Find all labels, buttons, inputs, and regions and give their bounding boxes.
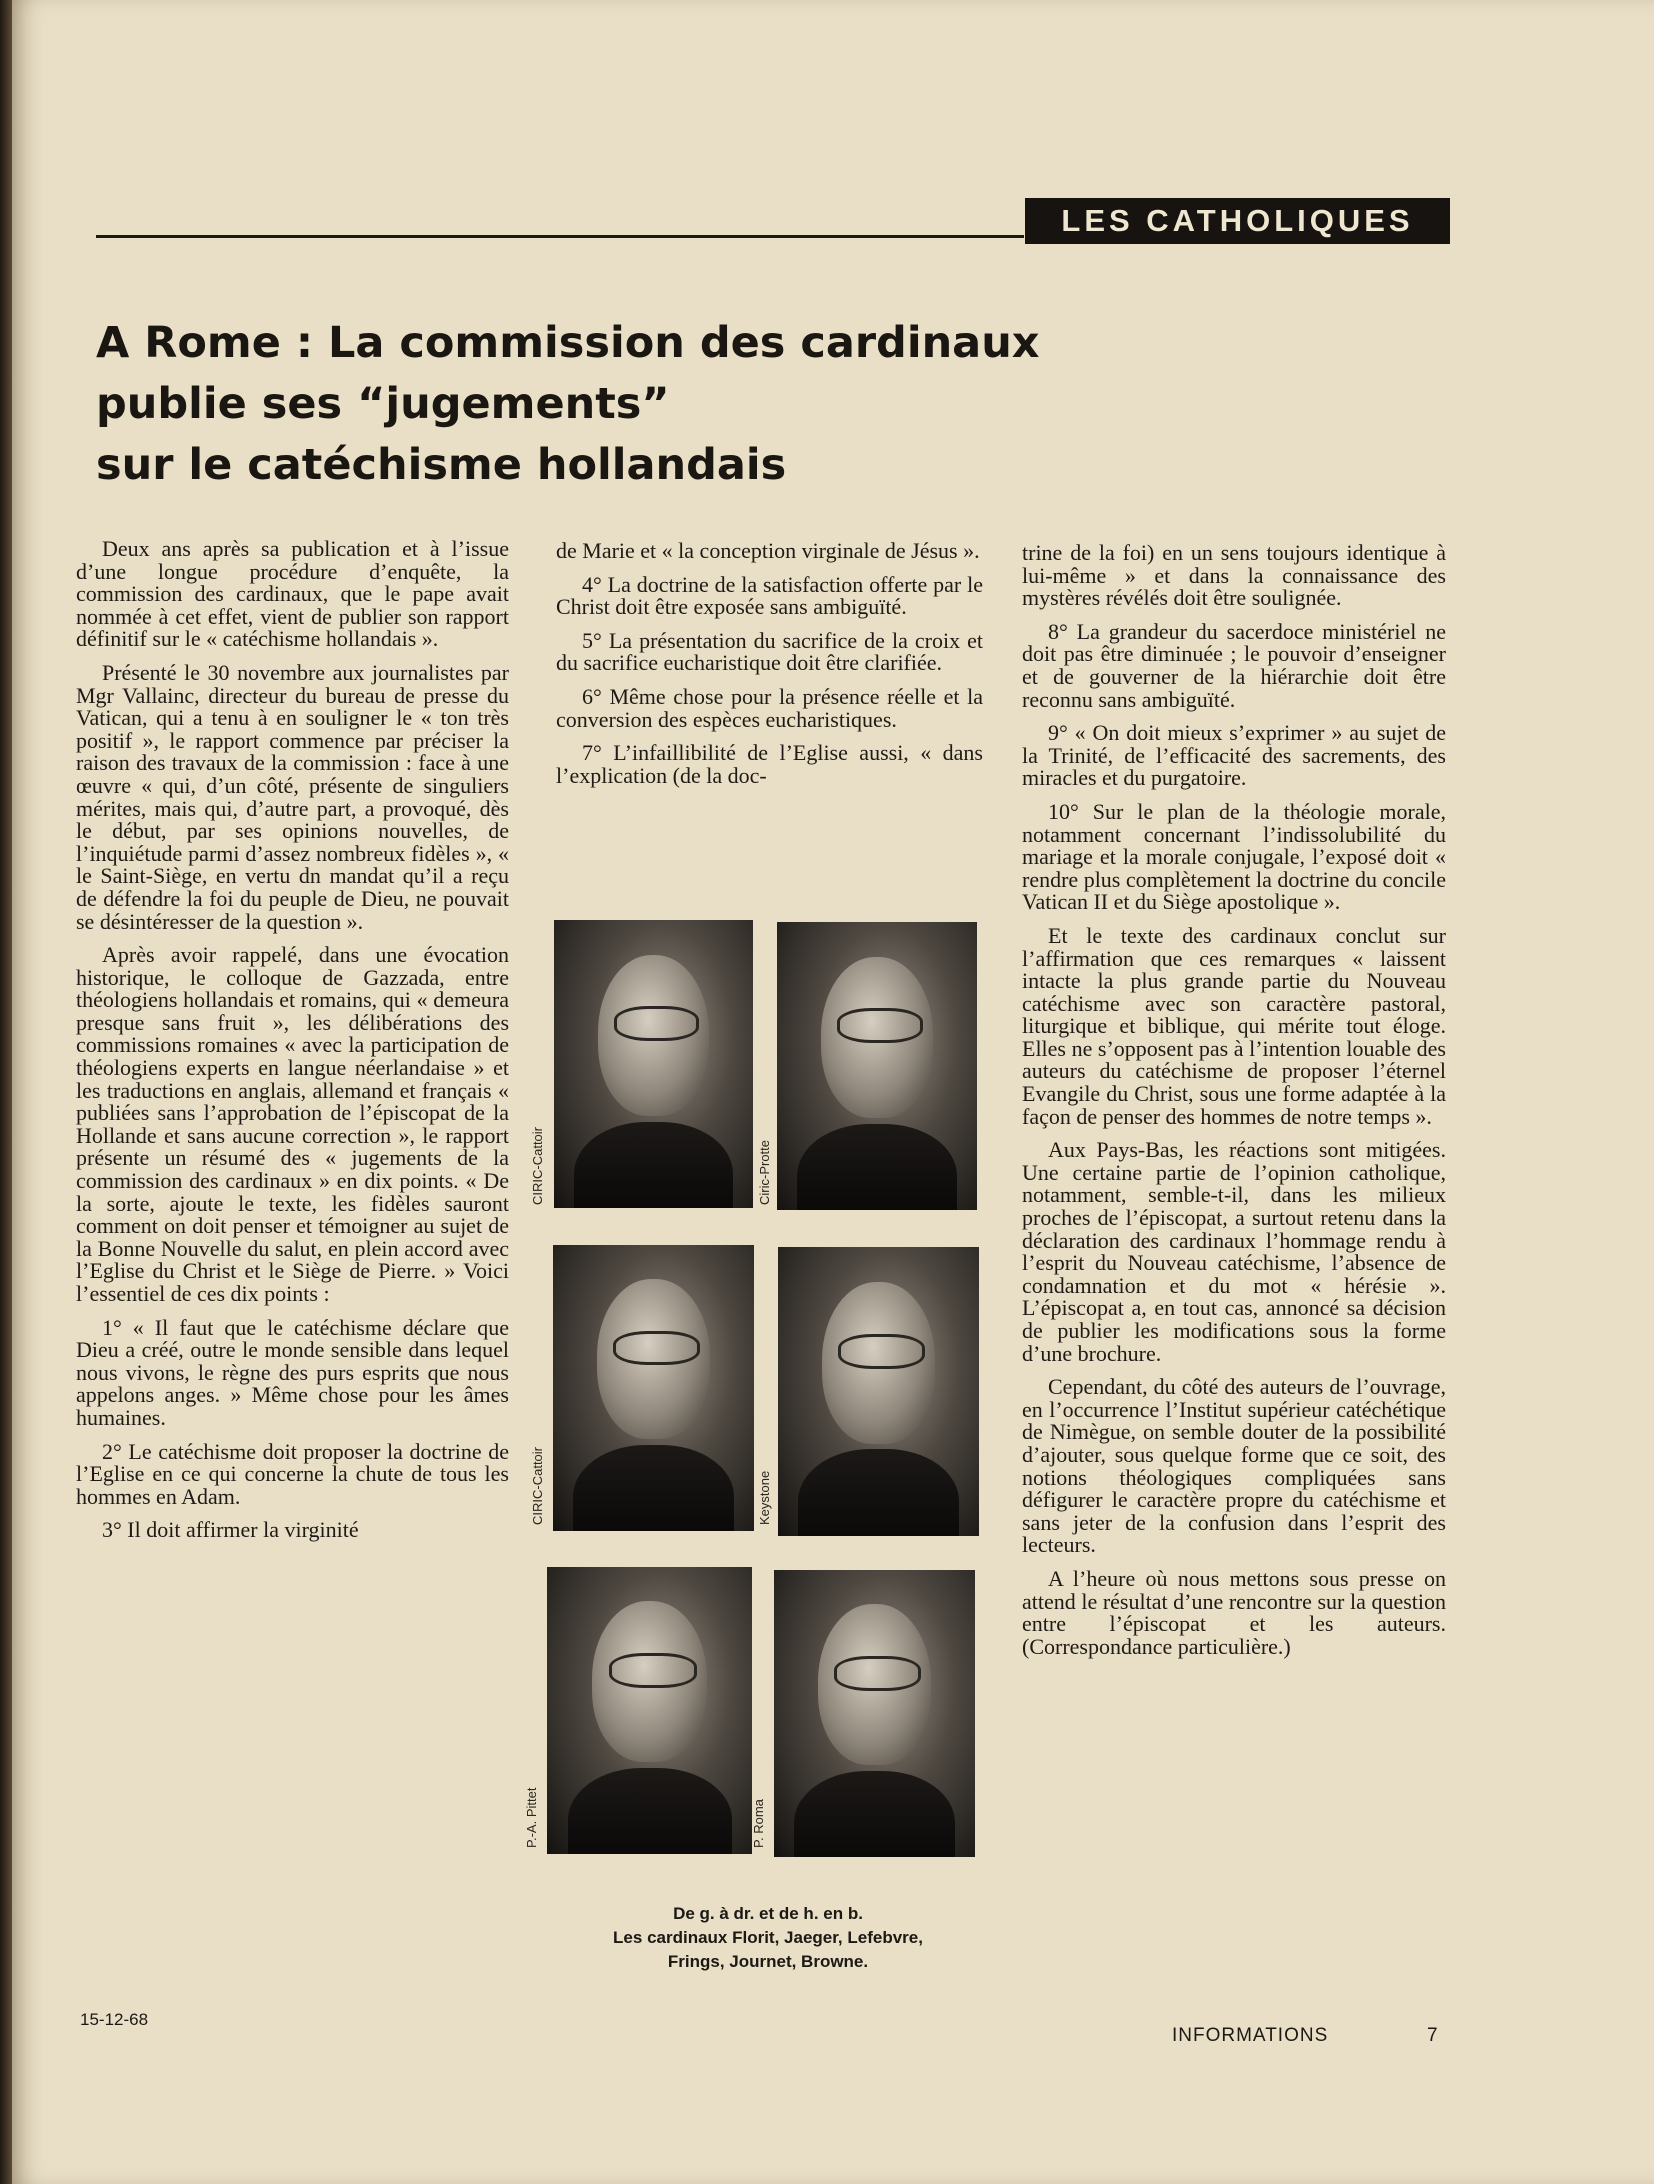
paragraph: 9° « On doit mieux s’exprimer » au sujet de la Trinité, de l’efficacité des sacrements, des miracles et du purgatoire. xyxy=(1022,720,1446,791)
article-column-1 xyxy=(76,538,509,1553)
paragraph: 6° Même chose pour la présence réelle et la conversion des espèces eucharistiques. xyxy=(556,683,983,732)
paragraph: Aux Pays-Bas, les réactions sont mitigées. Une certaine partie de l’opinion catholique, notamment, semble-t-il, dans les milieux proches de l’épiscopat, a surtout retenu dans la déclaration des cardinaux l’hommage rendu à l’esprit du Nouveau catéchisme, l’absence de condamnation et du mot « hérésie ». L’épiscopat a, en tout cas, annoncé sa décision de publier les modifications sous la forme d’une brochure. xyxy=(1022,1137,1446,1366)
paragraph: 8° La grandeur du sacerdoce ministériel ne doit pas être diminuée ; le pouvoir d’enseigner et de gouverner de la hiérarchie doit être reconnu sans ambiguïté. xyxy=(1022,618,1446,712)
paragraph: 7° L’infaillibilité de l’Eglise aussi, « dans l’explication (de la doc- xyxy=(556,740,983,788)
headline-line-3: sur le catéchisme hollandais xyxy=(96,440,787,490)
caption-line-3: Frings, Journet, Browne. xyxy=(667,1952,869,1971)
paragraph: 10° Sur le plan de la théologie morale, notamment concernant l’indissolubilité du mariage et la morale conjugale, l’exposé doit « rendre plus complètement la doctrine du concile Vatican II et du Siège apostolique ». xyxy=(1022,798,1446,915)
paragraph: 4° La doctrine de la satisfaction offerte par le Christ doit être exposée sans ambiguïté. xyxy=(556,571,983,620)
photo-credit: CIRIC-Cattoir xyxy=(530,1126,545,1205)
article-column-2 xyxy=(556,540,983,798)
section-tag: LES CATHOLIQUES xyxy=(1025,198,1450,244)
paragraph: 2° Le catéchisme doit proposer la doctrine de l’Eglise en ce qui concerne la chute de tous les hommes en Adam. xyxy=(76,1438,509,1509)
caption-line-1: De g. à dr. et de h. en b. xyxy=(673,1904,863,1923)
publication-name: INFORMATIONS xyxy=(1172,2025,1329,2046)
photo-credit: CIRIC-Cattoir xyxy=(530,1446,545,1525)
portrait-photo-browne xyxy=(774,1570,975,1857)
paragraph: A l’heure où nous mettons sous presse on attend le résultat d’une rencontre sur la question entre l’épiscopat et les auteurs. (Correspondance particulière.) xyxy=(1022,1565,1446,1659)
headline-line-1: A Rome : La commission des cardinaux xyxy=(96,318,1040,368)
photo-credit: P.-A. Pittet xyxy=(524,1787,539,1848)
article-headline xyxy=(96,313,1296,496)
paragraph: Deux ans après sa publication et à l’issue d’une longue procédure d’enquête, la commission des cardinaux, que le pape avait nommée à cet effet, vient de publier son rapport définitif sur le « catéchisme hollandais ». xyxy=(76,536,509,652)
paragraph: de Marie et « la conception virginale de Jésus ». xyxy=(556,538,980,563)
header-rule xyxy=(96,235,1024,238)
portrait-photo-lefebvre xyxy=(553,1245,754,1531)
portrait-photo-frings xyxy=(778,1247,979,1536)
photo-caption xyxy=(556,1902,980,1974)
article-column-3 xyxy=(1022,542,1446,1669)
photo-credit: P. Roma xyxy=(751,1799,766,1848)
page-number: 7 xyxy=(1427,2025,1438,2046)
paragraph: trine de la foi) en un sens toujours identique à lui-même » et dans la connaissance des mystères révélés doit être soulignée. xyxy=(1022,540,1446,611)
paragraph: Présenté le 30 novembre aux journalistes par Mgr Vallainc, directeur du bureau de presse du Vatican, qui a tenu à en souligner le « ton très positif », le rapport commence par préciser la raison des travaux de la commission : face à une œuvre « qui, d’un côté, présente de singuliers mérites, mais qui, d’autre part, a provoqué, dès le début, par ses opinions nouvelles, de l’inquiétude parmi d’assez nombreux fidèles », « le Saint-Siège, en vertu dn mandat qu’il a reçu de défendre la foi du peuple de Dieu, ne pouvait se désintéresser de la question ». xyxy=(76,659,509,934)
headline-line-2: publie ses “jugements” xyxy=(96,379,670,429)
portrait-photo-journet xyxy=(547,1567,752,1854)
paragraph: Et le texte des cardinaux conclut sur l’affirmation que ces remarques « laissent intacte la plus grande partie du Nouveau catéchisme avec son caractère pastoral, liturgique et biblique, qui mérite tout éloge. Elles ne s’opposent pas à l’intention louable des auteurs du catéchisme de proposer l’éternel Evangile du Christ, sous une forme adaptée à la façon de penser des hommes de notre temps ». xyxy=(1022,922,1446,1129)
portrait-photo-jaeger xyxy=(777,922,977,1210)
paragraph: Cependant, du côté des auteurs de l’ouvrage, en l’occurrence l’Institut supérieur catéchétique de Nimègue, on semble douter de la possibilité d’ajouter, sous quelque forme que ce soit, des notions théologiques compliquées sans défigurer le caractère propre du catéchisme et sans jeter de la confusion dans l’esprit des lecteurs. xyxy=(1022,1374,1446,1558)
photo-credit: Keystone xyxy=(757,1470,772,1525)
binding-edge xyxy=(0,0,12,2184)
paragraph: 5° La présentation du sacrifice de la croix et du sacrifice eucharistique doit être clarifiée. xyxy=(556,627,983,676)
paragraph: 1° « Il faut que le catéchisme déclare que Dieu a créé, outre le monde sensible dans lequel nous vivons, le règne des purs esprits que nous appelons anges. » Même chose pour les âmes humaines. xyxy=(76,1314,509,1430)
paragraph: Après avoir rappelé, dans une évocation historique, le colloque de Gazzada, entre théologiens hollandais et romains, qui « demeura presque sans fruit », les délibérations des commissions romaines « avec la participation de théologiens experts en langue néerlandaise » et les traductions en anglais, allemand et français « publiées sans l’approbation de l’épiscopat de la Hollande et sans aucune correction », le rapport présente un résumé des « jugements de la commission des cardinaux » en dix points. « De la sorte, ajoute le texte, les fidèles sauront comment on doit penser et témoigner au sujet de la Bonne Nouvelle du salut, en plein accord avec l’Eglise du Christ et le Siège de Pierre. » Voici l’essentiel de ces dix points : xyxy=(76,942,509,1306)
portrait-photo-florit xyxy=(554,920,753,1208)
photo-credit: Ciric-Protte xyxy=(757,1139,772,1205)
paragraph: 3° Il doit affirmer la virginité xyxy=(102,1517,359,1543)
caption-line-2: Les cardinaux Florit, Jaeger, Lefebvre, xyxy=(613,1928,923,1947)
issue-date: 15-12-68 xyxy=(80,2010,149,2029)
